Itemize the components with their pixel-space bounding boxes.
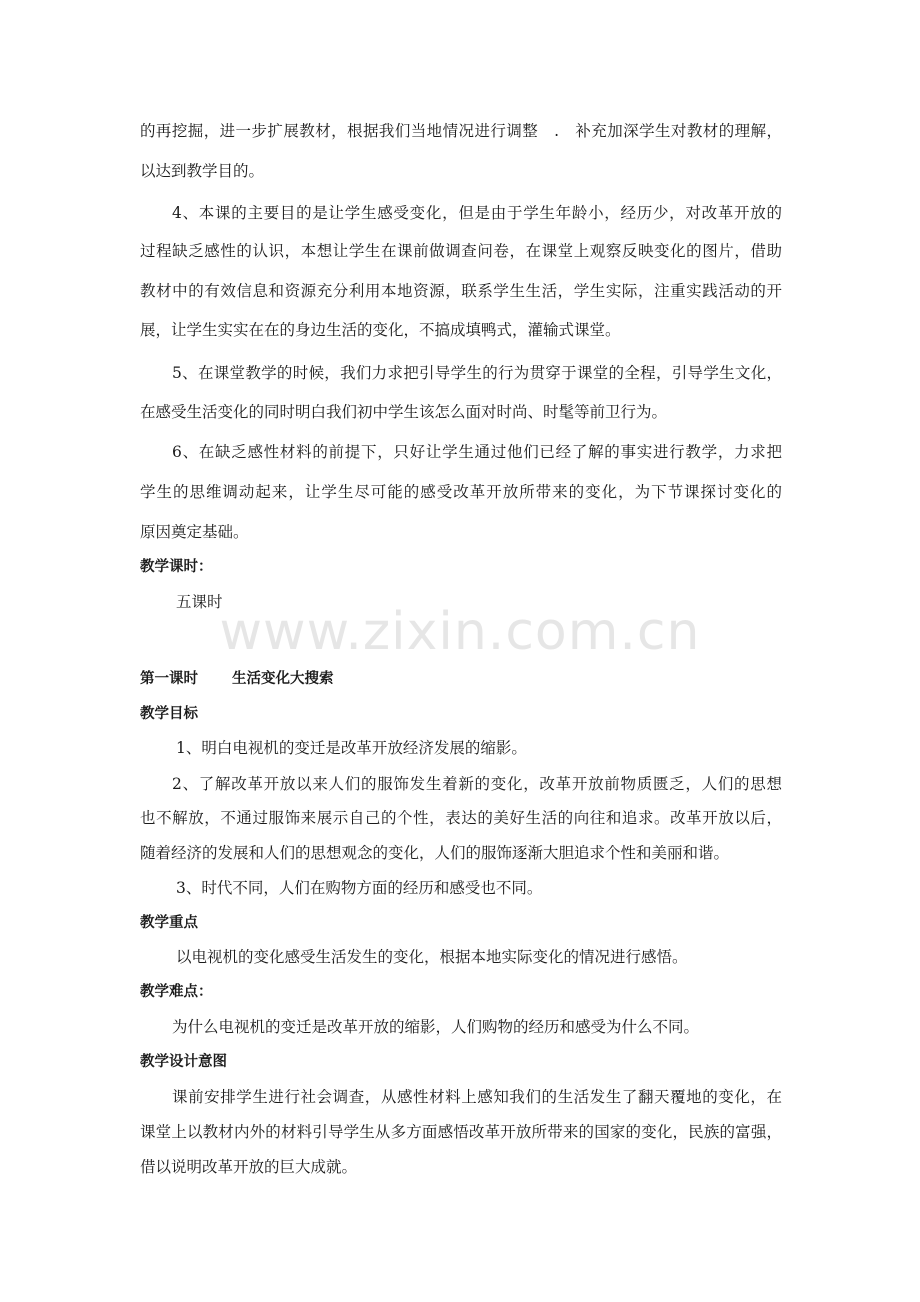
paragraph-line: 教材中的有效信息和资源充分利用本地资源，联系学生生活，学生实际，注重实践活动的开	[140, 282, 782, 300]
design-intent-line: 借以说明改革开放的巨大成就。	[140, 1158, 358, 1176]
first-lesson-title: 生活变化大搜索	[232, 671, 334, 687]
key-points-text: 以电视机的变化感受生活发生的变化，根据本地实际变化的情况进行感悟。	[176, 948, 688, 966]
objective-item-line: 随着经济的发展和人们的思想观念的变化，人们的服饰逐渐大胆追求个性和美丽和谐。	[140, 844, 730, 862]
section-heading-objectives: 教学目标	[140, 706, 198, 722]
section-heading-design-intent: 教学设计意图	[140, 1054, 227, 1070]
design-intent-line: 课堂上以教材内外的材料引导学生从多方面感悟改革开放所带来的国家的变化，民族的富强，	[140, 1123, 782, 1141]
first-lesson-heading	[140, 669, 334, 689]
paragraph-line: 原因奠定基础。	[140, 523, 249, 541]
paragraph-line: 学生的思维调动起来，让学生尽可能的感受改革开放所带来的变化，为下节课探讨变化的	[140, 483, 782, 501]
objective-item-line: 也不解放，不通过服饰来展示自己的个性，表达的美好生活的向往和追求。改革开放以后，	[140, 809, 782, 827]
paragraph-line: 5、在课堂教学的时候，我们力求把引导学生的行为贯穿于课堂的全程，引导学生文化，	[172, 364, 782, 382]
paragraph-line: 6、在缺乏感性材料的前提下，只好让学生通过他们已经了解的事实进行教学，力求把	[172, 443, 782, 461]
paragraph-line: 展，让学生实实在在的身边生活的变化，不搞成填鸭式，灌输式课堂。	[140, 321, 621, 339]
section-heading-key-points: 教学重点	[140, 915, 198, 931]
objective-item: 3、时代不同，人们在购物方面的经历和感受也不同。	[176, 879, 543, 897]
paragraph-line: 在感受生活变化的同时明白我们初中学生该怎么面对时尚、时髦等前卫行为。	[140, 403, 668, 421]
objective-item: 2、了解改革开放以来人们的服饰发生着新的变化，改革开放前物质匮乏，人们的思想	[172, 775, 782, 793]
design-intent-line: 课前安排学生进行社会调查，从感性材料上感知我们的生活发生了翻天覆地的变化，在	[172, 1088, 782, 1106]
paragraph-line: 4、本课的主要目的是让学生感受变化，但是由于学生年龄小，经历少，对改革开放的	[172, 204, 782, 222]
lesson-hours-value: 五课时	[176, 593, 223, 611]
section-heading-difficulties: 教学难点：	[140, 984, 213, 1000]
watermark: www.zixin.com.cn	[219, 602, 701, 662]
difficulties-text: 为什么电视机的变迁是改革开放的缩影，人们购物的经历和感受为什么不同。	[172, 1018, 700, 1036]
section-heading-lesson-hours: 教学课时：	[140, 559, 213, 575]
paragraph-line: 以达到教学目的。	[140, 162, 265, 180]
paragraph-line: 过程缺乏感性的认识，本想让学生在课前做调查问卷，在课堂上观察反映变化的图片，借助	[140, 242, 782, 260]
paragraph-line: 的再挖掘，进一步扩展教材，根据我们当地情况进行调整 . 补充加深学生对教材的理解，	[140, 122, 782, 140]
first-lesson-label: 第一课时	[140, 671, 198, 687]
objective-item: 1、明白电视机的变迁是改革开放经济发展的缩影。	[176, 739, 527, 757]
